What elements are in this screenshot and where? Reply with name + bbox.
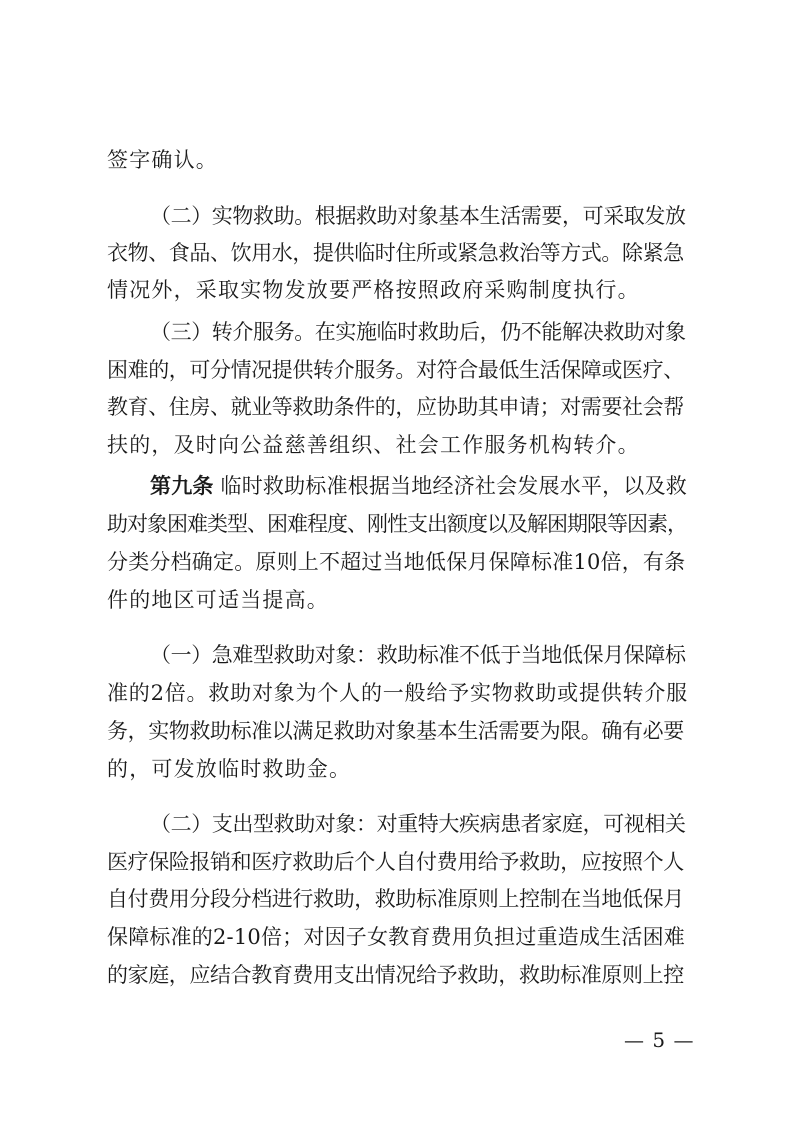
text-line: （二）实物救助。根据救助对象基本生活需要，可采取发放 — [150, 204, 686, 228]
page-number: — 5 — — [624, 1028, 695, 1052]
article-text: 临时救助标准根据当地经济社会发展水平，以及救 — [220, 474, 687, 498]
text-line: 的家庭，应结合教育费用支出情况给予救助，救助标准原则上控 — [107, 963, 684, 987]
text-line: 教育、住房、就业等救助条件的，应协助其申请；对需要社会帮 — [107, 395, 684, 419]
text-line: 分类分档确定。原则上不超过当地低保月保障标准10倍，有条 — [107, 550, 686, 574]
text-line: 准的2倍。救助对象为个人的一般给予实物救助或提供转介服 — [107, 681, 688, 705]
text-line: 务，实物救助标准以满足救助对象基本生活需要为限。确有必要 — [107, 719, 684, 743]
text-line: 助对象困难类型、困难程度、刚性支出额度以及解困期限等因素， — [107, 512, 687, 536]
text-line: 保障标准的2-10倍；对因子女教育费用负担过重造成生活困难 — [107, 925, 685, 949]
text-line — [150, 474, 687, 498]
text-line: （三）转介服务。在实施临时救助后，仍不能解决救助对象 — [150, 320, 686, 344]
text-line: 医疗保险报销和医疗救助后个人自付费用给予救助，应按照个人 — [107, 850, 684, 874]
text-line: 困难的，可分情况提供转介服务。对符合最低生活保障或医疗、 — [107, 358, 684, 382]
text-line: 签字确认。 — [107, 148, 218, 172]
text-line: 自付费用分段分档进行救助，救助标准原则上控制在当地低保月 — [107, 887, 684, 911]
text-line: 衣物、食品、饮用水，提供临时住所或紧急救治等方式。除紧急 — [107, 241, 684, 265]
text-line: 扶的，及时向公益慈善组织、社会工作服务机构转介。 — [107, 433, 640, 457]
text-line: 的，可发放临时救助金。 — [107, 757, 352, 781]
text-line: 件的地区可适当提高。 — [107, 588, 329, 612]
text-line: （二）支出型救助对象：对重特大疾病患者家庭，可视相关 — [150, 812, 686, 836]
text-line: （一）急难型救助对象：救助标准不低于当地低保月保障标 — [150, 643, 686, 667]
text-line: 情况外，采取实物发放要严格按照政府采购制度执行。 — [107, 278, 640, 302]
article-label: 第九条 — [150, 473, 214, 498]
